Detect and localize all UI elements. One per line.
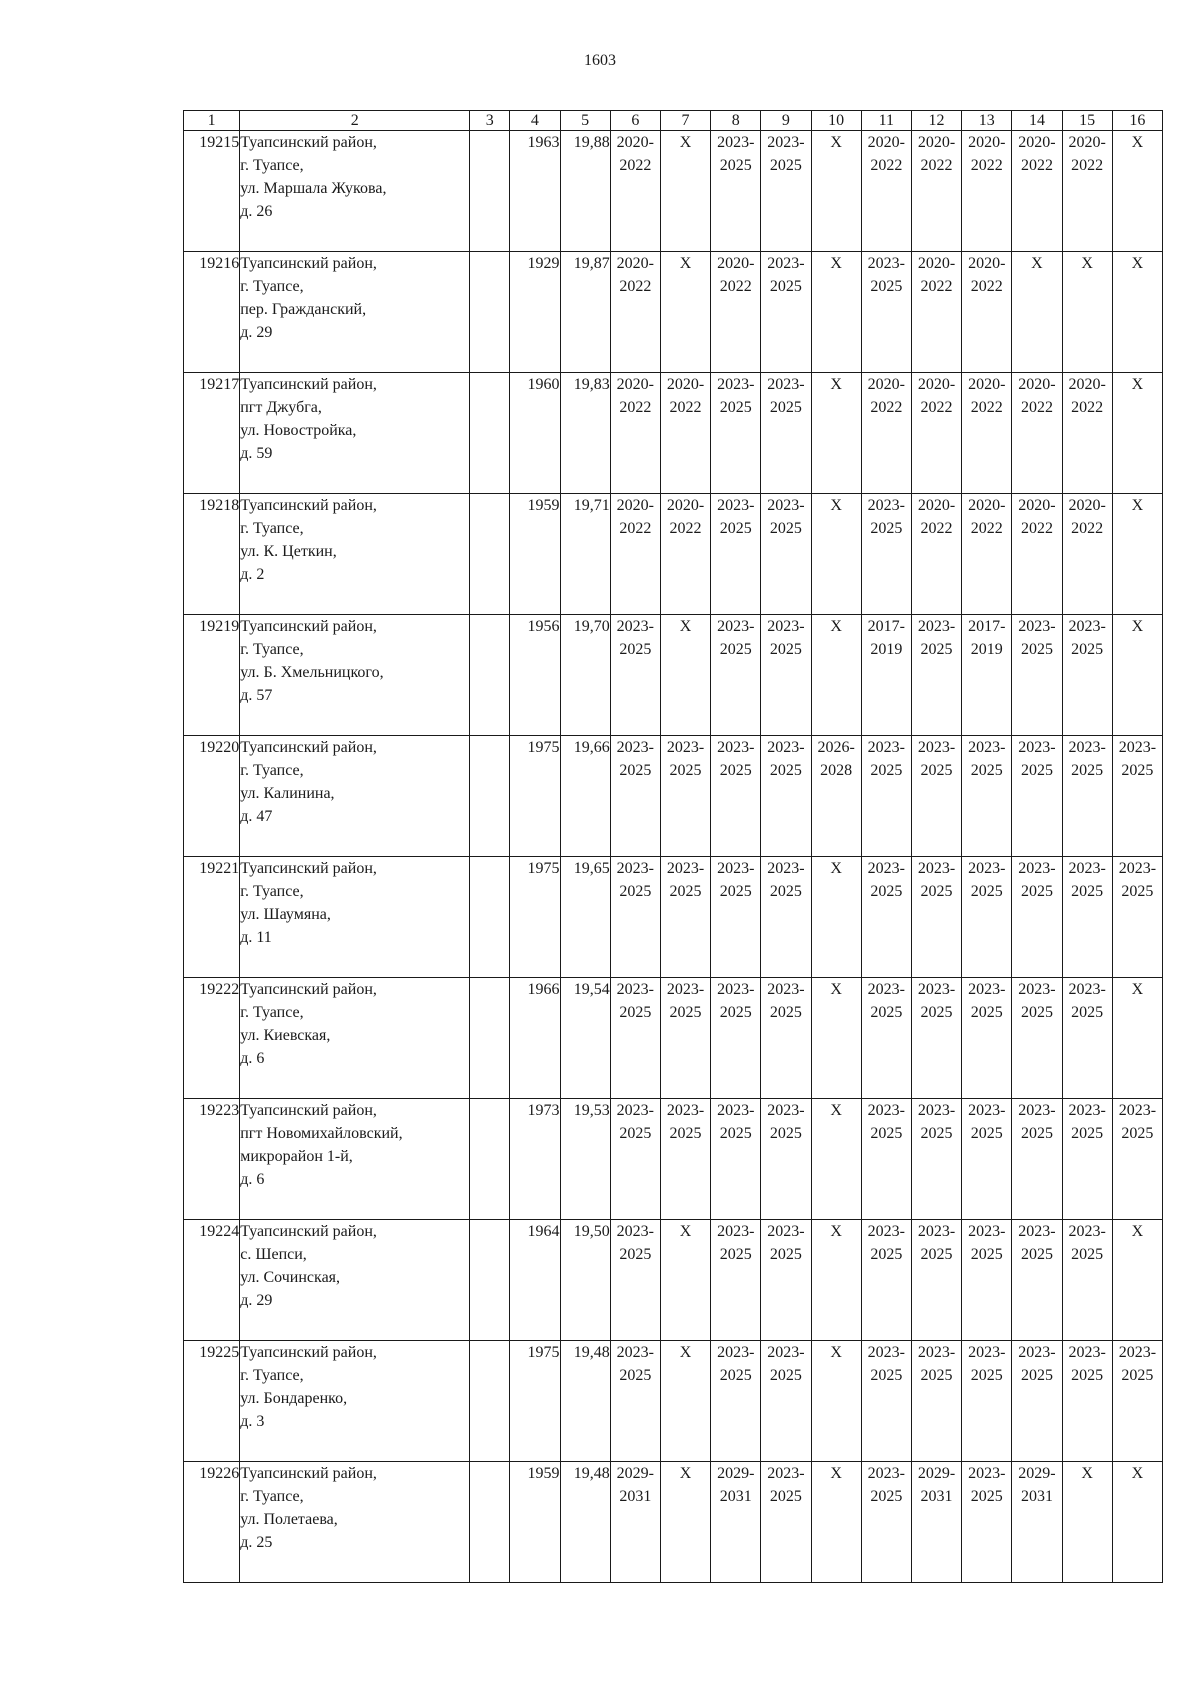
period-cell: 2023- 2025 [711,978,761,1099]
table-body [184,131,1163,1583]
period-cell: X [811,373,861,494]
build-year-cell: 1975 [510,1341,560,1462]
period-cell: 2020- 2022 [911,494,961,615]
period-cell: 2023- 2025 [911,1099,961,1220]
period-cell: 2020- 2022 [711,252,761,373]
period-cell: X [1112,131,1162,252]
period-cell: 2020- 2022 [911,252,961,373]
period-cell: 2020- 2022 [660,373,710,494]
period-cell: 2023- 2025 [761,252,811,373]
period-cell: 2023- 2025 [1012,1220,1062,1341]
empty-cell [470,131,510,252]
period-cell: 2020- 2022 [1062,494,1112,615]
record-number: 19225 [184,1341,240,1462]
table-row [184,1341,1163,1462]
period-cell: 2026- 2028 [811,736,861,857]
table-row [184,978,1163,1099]
period-cell: X [811,615,861,736]
empty-cell [470,373,510,494]
empty-cell [470,1099,510,1220]
address-cell: Туапсинский район, с. Шепси, ул. Сочинская, д. 29 [240,1220,470,1341]
period-cell: 2023- 2025 [761,1341,811,1462]
record-number: 19217 [184,373,240,494]
build-year-cell: 1960 [510,373,560,494]
period-cell: 2029- 2031 [911,1462,961,1583]
empty-cell [470,494,510,615]
table-row [184,1220,1163,1341]
value-cell: 19,54 [560,978,610,1099]
period-cell: X [660,1462,710,1583]
period-cell: 2023- 2025 [610,857,660,978]
period-cell: 2023- 2025 [1112,1341,1162,1462]
period-cell: X [811,857,861,978]
period-cell: 2020- 2022 [962,131,1012,252]
period-cell: 2023- 2025 [610,736,660,857]
period-cell: 2023- 2025 [911,857,961,978]
period-cell: 2023- 2025 [660,978,710,1099]
col-header: 15 [1062,111,1112,131]
period-cell: X [811,131,861,252]
col-header: 6 [610,111,660,131]
period-cell: 2020- 2022 [861,131,911,252]
address-cell: Туапсинский район, пгт Новомихайловский, микрорайон 1-й, д. 6 [240,1099,470,1220]
empty-cell [470,857,510,978]
page-number: 1603 [584,52,616,69]
period-cell: 2023- 2025 [1062,615,1112,736]
record-number: 19216 [184,252,240,373]
period-cell: 2023- 2025 [962,1341,1012,1462]
period-cell: 2023- 2025 [861,1341,911,1462]
period-cell: X [1112,494,1162,615]
period-cell: 2023- 2025 [761,1099,811,1220]
period-cell: 2023- 2025 [711,857,761,978]
period-cell: 2023- 2025 [962,978,1012,1099]
period-cell: 2023- 2025 [761,131,811,252]
period-cell: 2023- 2025 [610,615,660,736]
period-cell: 2020- 2022 [911,131,961,252]
period-cell: X [1112,615,1162,736]
period-cell: 2023- 2025 [1012,1099,1062,1220]
period-cell: 2023- 2025 [911,736,961,857]
build-year-cell: 1956 [510,615,560,736]
build-year-cell: 1959 [510,494,560,615]
value-cell: 19,48 [560,1341,610,1462]
period-cell: 2020- 2022 [911,373,961,494]
col-header: 9 [761,111,811,131]
period-cell: 2020- 2022 [1062,131,1112,252]
build-year-cell: 1963 [510,131,560,252]
period-cell: 2023- 2025 [1012,1341,1062,1462]
col-header: 3 [470,111,510,131]
period-cell: 2023- 2025 [711,615,761,736]
period-cell: 2023- 2025 [761,494,811,615]
period-cell: X [1112,978,1162,1099]
period-cell: X [1112,1220,1162,1341]
address-cell: Туапсинский район, г. Туапсе, ул. К. Цеткин, д. 2 [240,494,470,615]
table-row [184,252,1163,373]
empty-cell [470,1462,510,1583]
value-cell: 19,50 [560,1220,610,1341]
period-cell: X [1012,252,1062,373]
record-number: 19223 [184,1099,240,1220]
period-cell: 2023- 2025 [1062,736,1112,857]
column-number-row [184,111,1163,131]
empty-cell [470,736,510,857]
period-cell: 2020- 2022 [1012,494,1062,615]
period-cell: 2023- 2025 [711,1220,761,1341]
empty-cell [470,978,510,1099]
period-cell: 2023- 2025 [911,615,961,736]
value-cell: 19,65 [560,857,610,978]
address-cell: Туапсинский район, г. Туапсе, пер. Гражданский, д. 29 [240,252,470,373]
period-cell: 2023- 2025 [861,1099,911,1220]
col-header: 14 [1012,111,1062,131]
period-cell: 2023- 2025 [711,1099,761,1220]
period-cell: 2023- 2025 [711,494,761,615]
period-cell: 2023- 2025 [861,857,911,978]
period-cell: 2020- 2022 [1012,131,1062,252]
col-header: 5 [560,111,610,131]
period-cell: 2023- 2025 [861,494,911,615]
value-cell: 19,53 [560,1099,610,1220]
period-cell: 2023- 2025 [1062,978,1112,1099]
period-cell: 2020- 2022 [610,131,660,252]
period-cell: 2020- 2022 [1062,373,1112,494]
period-cell: 2029- 2031 [711,1462,761,1583]
period-cell: X [811,1099,861,1220]
col-header: 4 [510,111,560,131]
table-row [184,615,1163,736]
address-cell: Туапсинский район, г. Туапсе, ул. Маршала Жукова, д. 26 [240,131,470,252]
build-year-cell: 1966 [510,978,560,1099]
period-cell: 2020- 2022 [610,373,660,494]
empty-cell [470,615,510,736]
period-cell: X [660,1220,710,1341]
period-cell: 2020- 2022 [610,252,660,373]
empty-cell [470,252,510,373]
record-number: 19218 [184,494,240,615]
period-cell: 2023- 2025 [1112,857,1162,978]
period-cell: 2023- 2025 [861,252,911,373]
period-cell: X [1112,373,1162,494]
period-cell: X [811,494,861,615]
record-number: 19222 [184,978,240,1099]
period-cell: 2023- 2025 [861,978,911,1099]
period-cell: 2029- 2031 [1012,1462,1062,1583]
period-cell: X [811,978,861,1099]
build-year-cell: 1973 [510,1099,560,1220]
col-header: 8 [711,111,761,131]
period-cell: 2029- 2031 [610,1462,660,1583]
period-cell: 2023- 2025 [962,1099,1012,1220]
period-cell: 2023- 2025 [610,978,660,1099]
period-cell: X [660,131,710,252]
period-cell: 2023- 2025 [1112,1099,1162,1220]
address-cell: Туапсинский район, пгт Джубга, ул. Новостройка, д. 59 [240,373,470,494]
period-cell: X [1112,252,1162,373]
address-cell: Туапсинский район, г. Туапсе, ул. Б. Хмельницкого, д. 57 [240,615,470,736]
period-cell: 2023- 2025 [962,1462,1012,1583]
build-year-cell: 1964 [510,1220,560,1341]
period-cell: X [811,1220,861,1341]
table-row [184,1099,1163,1220]
build-year-cell: 1975 [510,857,560,978]
build-year-cell: 1929 [510,252,560,373]
empty-cell [470,1341,510,1462]
col-header: 7 [660,111,710,131]
record-number: 19215 [184,131,240,252]
period-cell: 2023- 2025 [711,373,761,494]
period-cell: 2020- 2022 [962,373,1012,494]
period-cell: 2023- 2025 [1062,1220,1112,1341]
col-header: 1 [184,111,240,131]
period-cell: X [1112,1462,1162,1583]
period-cell: 2023- 2025 [911,1220,961,1341]
period-cell: 2023- 2025 [1012,736,1062,857]
period-cell: 2023- 2025 [962,857,1012,978]
col-header: 11 [861,111,911,131]
period-cell: 2023- 2025 [761,615,811,736]
record-number: 19220 [184,736,240,857]
period-cell: X [811,1462,861,1583]
col-header: 13 [962,111,1012,131]
period-cell: 2023- 2025 [660,736,710,857]
value-cell: 19,71 [560,494,610,615]
address-cell: Туапсинский район, г. Туапсе, ул. Калинина, д. 47 [240,736,470,857]
period-cell: 2023- 2025 [861,1220,911,1341]
period-cell: 2023- 2025 [610,1341,660,1462]
period-cell: 2023- 2025 [1062,1099,1112,1220]
table-row [184,1462,1163,1583]
period-cell: 2023- 2025 [761,373,811,494]
period-cell: 2017- 2019 [962,615,1012,736]
table-row [184,857,1163,978]
period-cell: 2023- 2025 [660,1099,710,1220]
period-cell: 2020- 2022 [962,252,1012,373]
table-row [184,494,1163,615]
build-year-cell: 1959 [510,1462,560,1583]
period-cell: 2023- 2025 [711,131,761,252]
period-cell: 2020- 2022 [1012,373,1062,494]
value-cell: 19,66 [560,736,610,857]
period-cell: X [811,1341,861,1462]
period-cell: 2023- 2025 [1012,615,1062,736]
period-cell: 2023- 2025 [962,1220,1012,1341]
period-cell: 2023- 2025 [610,1220,660,1341]
table-row [184,373,1163,494]
table-row [184,131,1163,252]
period-cell: 2023- 2025 [761,857,811,978]
period-cell: X [811,252,861,373]
period-cell: 2023- 2025 [660,857,710,978]
period-cell: X [1062,252,1112,373]
period-cell: 2023- 2025 [761,736,811,857]
record-number: 19224 [184,1220,240,1341]
register-table [183,110,1163,1583]
period-cell: 2023- 2025 [761,1220,811,1341]
address-cell: Туапсинский район, г. Туапсе, ул. Полетаева, д. 25 [240,1462,470,1583]
period-cell: 2023- 2025 [861,1462,911,1583]
period-cell: 2020- 2022 [962,494,1012,615]
build-year-cell: 1975 [510,736,560,857]
record-number: 19219 [184,615,240,736]
period-cell: X [660,252,710,373]
col-header: 16 [1112,111,1162,131]
period-cell: 2023- 2025 [911,1341,961,1462]
record-number: 19221 [184,857,240,978]
period-cell: 2020- 2022 [861,373,911,494]
value-cell: 19,87 [560,252,610,373]
col-header: 2 [240,111,470,131]
period-cell: 2023- 2025 [1012,978,1062,1099]
table-row [184,736,1163,857]
period-cell: 2023- 2025 [962,736,1012,857]
value-cell: 19,88 [560,131,610,252]
period-cell: 2023- 2025 [1112,736,1162,857]
period-cell: 2020- 2022 [610,494,660,615]
period-cell: 2017- 2019 [861,615,911,736]
period-cell: 2023- 2025 [711,736,761,857]
period-cell: 2020- 2022 [660,494,710,615]
period-cell: 2023- 2025 [911,978,961,1099]
period-cell: 2023- 2025 [861,736,911,857]
period-cell: 2023- 2025 [711,1341,761,1462]
col-header: 10 [811,111,861,131]
value-cell: 19,70 [560,615,610,736]
period-cell: X [660,615,710,736]
empty-cell [470,1220,510,1341]
period-cell: 2023- 2025 [1062,1341,1112,1462]
period-cell: 2023- 2025 [610,1099,660,1220]
period-cell: X [660,1341,710,1462]
address-cell: Туапсинский район, г. Туапсе, ул. Киевская, д. 6 [240,978,470,1099]
record-number: 19226 [184,1462,240,1583]
period-cell: X [1062,1462,1112,1583]
value-cell: 19,48 [560,1462,610,1583]
address-cell: Туапсинский район, г. Туапсе, ул. Бондаренко, д. 3 [240,1341,470,1462]
col-header: 12 [911,111,961,131]
period-cell: 2023- 2025 [1012,857,1062,978]
address-cell: Туапсинский район, г. Туапсе, ул. Шаумяна, д. 11 [240,857,470,978]
period-cell: 2023- 2025 [761,1462,811,1583]
period-cell: 2023- 2025 [1062,857,1112,978]
value-cell: 19,83 [560,373,610,494]
period-cell: 2023- 2025 [761,978,811,1099]
